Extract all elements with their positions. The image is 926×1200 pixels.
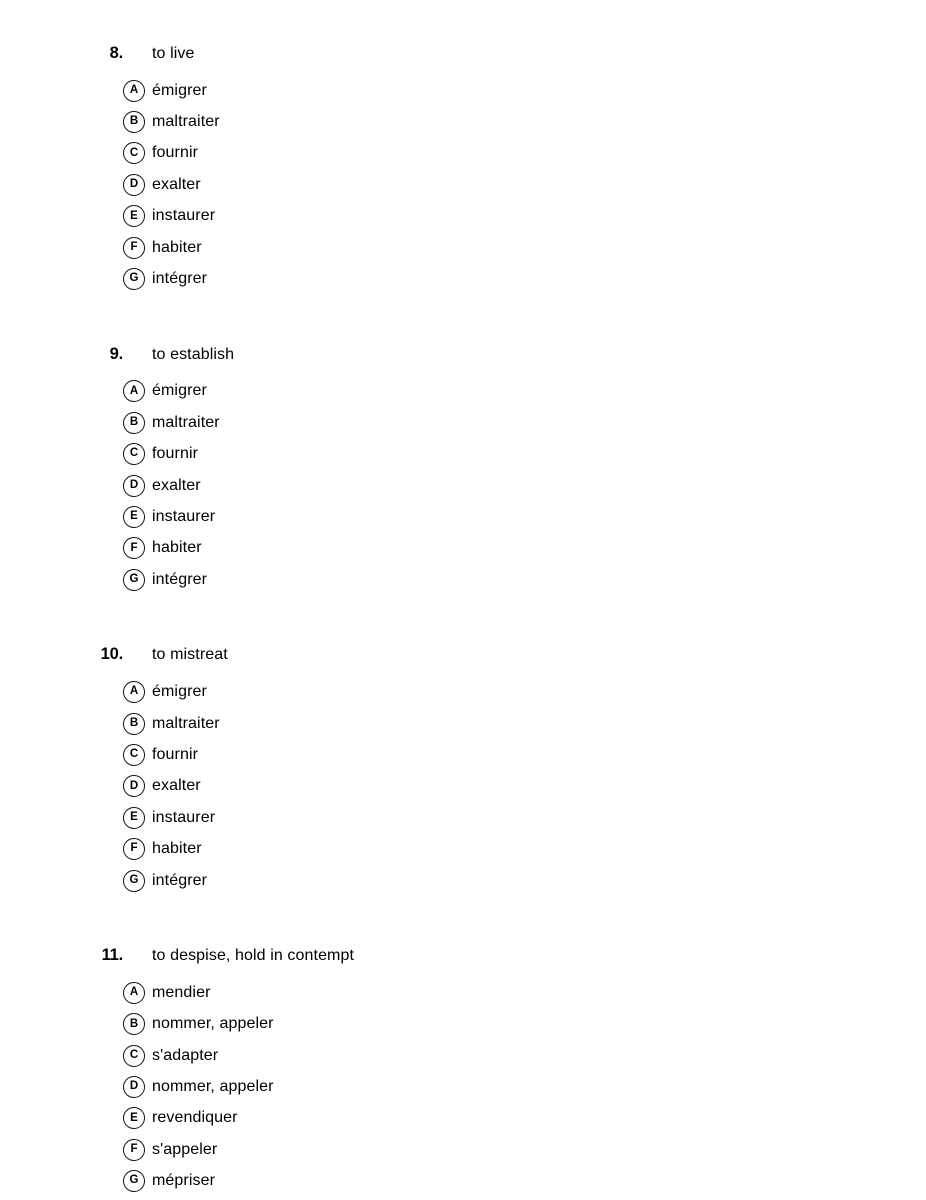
question-number: 9.: [109, 344, 123, 363]
option-label: intégrer: [152, 270, 208, 288]
answer-option[interactable]: [0, 106, 926, 137]
question-block: [0, 946, 926, 1197]
option-label: habiter: [152, 539, 202, 557]
answer-option[interactable]: [0, 1103, 926, 1134]
option-label: nommer, appeler: [152, 1015, 274, 1033]
question-number: 10.: [100, 645, 123, 664]
option-label: instaurer: [152, 808, 216, 826]
option-label: nommer, appeler: [152, 1078, 274, 1096]
option-label: fournir: [152, 445, 199, 463]
option-letter-circle-icon[interactable]: A: [123, 982, 145, 1004]
option-label: instaurer: [152, 507, 216, 525]
option-letter-circle-icon[interactable]: F: [123, 838, 145, 860]
answer-option[interactable]: [0, 439, 926, 470]
answer-option[interactable]: [0, 739, 926, 770]
option-label: mépriser: [152, 1172, 216, 1190]
option-label: habiter: [152, 840, 202, 858]
question-stem: [0, 946, 926, 971]
option-letter-circle-icon[interactable]: G: [123, 268, 145, 290]
option-letter-circle-icon[interactable]: D: [123, 1076, 145, 1098]
option-label: exalter: [152, 476, 201, 494]
option-label: maltraiter: [152, 113, 220, 131]
option-label: exalter: [152, 777, 201, 795]
option-label: émigrer: [152, 382, 207, 400]
option-letter-circle-icon[interactable]: E: [123, 205, 145, 227]
option-letter-circle-icon[interactable]: B: [123, 713, 145, 735]
option-label: maltraiter: [152, 413, 220, 431]
answer-option[interactable]: [0, 564, 926, 595]
option-letter-circle-icon[interactable]: D: [123, 775, 145, 797]
answer-option[interactable]: [0, 75, 926, 106]
answer-option[interactable]: [0, 802, 926, 833]
answer-option[interactable]: [0, 470, 926, 501]
answer-option[interactable]: [0, 771, 926, 802]
option-letter-circle-icon[interactable]: E: [123, 1107, 145, 1129]
answer-option[interactable]: [0, 232, 926, 263]
option-label: maltraiter: [152, 714, 220, 732]
option-label: mendier: [152, 983, 211, 1001]
answer-option[interactable]: [0, 407, 926, 438]
option-letter-circle-icon[interactable]: B: [123, 1013, 145, 1035]
question-block: [0, 345, 926, 596]
answer-option[interactable]: [0, 1166, 926, 1197]
option-letter-circle-icon[interactable]: A: [123, 681, 145, 703]
option-label: intégrer: [152, 871, 208, 889]
option-letter-circle-icon[interactable]: A: [123, 80, 145, 102]
option-letter-circle-icon[interactable]: C: [123, 744, 145, 766]
answer-option[interactable]: [0, 833, 926, 864]
answer-option[interactable]: [0, 676, 926, 707]
option-label: revendiquer: [152, 1109, 238, 1127]
answer-option[interactable]: [0, 138, 926, 169]
answer-option[interactable]: [0, 533, 926, 564]
answer-option[interactable]: [0, 1040, 926, 1071]
option-letter-circle-icon[interactable]: G: [123, 1170, 145, 1192]
option-label: fournir: [152, 745, 199, 763]
option-letter-circle-icon[interactable]: F: [123, 1139, 145, 1161]
question-prompt: to despise, hold in contempt: [152, 947, 355, 965]
option-label: fournir: [152, 144, 199, 162]
question-prompt: to mistreat: [152, 646, 228, 664]
question-stem: [0, 44, 926, 69]
answer-option[interactable]: [0, 263, 926, 294]
option-letter-circle-icon[interactable]: C: [123, 443, 145, 465]
question-stem: [0, 645, 926, 670]
answer-option[interactable]: [0, 1071, 926, 1102]
question-number: 11.: [101, 946, 123, 965]
option-letter-circle-icon[interactable]: F: [123, 237, 145, 259]
option-letter-circle-icon[interactable]: C: [123, 142, 145, 164]
answer-option[interactable]: [0, 376, 926, 407]
option-letter-circle-icon[interactable]: E: [123, 807, 145, 829]
option-letter-circle-icon[interactable]: A: [123, 380, 145, 402]
option-label: instaurer: [152, 207, 216, 225]
option-letter-circle-icon[interactable]: D: [123, 475, 145, 497]
answer-option[interactable]: [0, 1134, 926, 1165]
question-number: 8.: [109, 44, 123, 62]
option-label: émigrer: [152, 683, 207, 701]
question-block: [0, 44, 926, 295]
answer-option[interactable]: [0, 169, 926, 200]
answer-option[interactable]: [0, 1009, 926, 1040]
option-letter-circle-icon[interactable]: G: [123, 569, 145, 591]
option-letter-circle-icon[interactable]: E: [123, 506, 145, 528]
answer-option[interactable]: [0, 201, 926, 232]
option-letter-circle-icon[interactable]: D: [123, 174, 145, 196]
answer-option[interactable]: [0, 977, 926, 1008]
option-label: s'appeler: [152, 1140, 218, 1158]
option-label: exalter: [152, 175, 201, 193]
option-letter-circle-icon[interactable]: G: [123, 870, 145, 892]
question-prompt: to establish: [152, 345, 235, 363]
option-letter-circle-icon[interactable]: B: [123, 111, 145, 133]
question-block: [0, 645, 926, 896]
option-letter-circle-icon[interactable]: B: [123, 412, 145, 434]
option-letter-circle-icon[interactable]: C: [123, 1045, 145, 1067]
answer-option[interactable]: [0, 708, 926, 739]
option-label: émigrer: [152, 81, 207, 99]
question-stem: [0, 345, 926, 370]
question-prompt: to live: [152, 45, 195, 62]
option-letter-circle-icon[interactable]: F: [123, 537, 145, 559]
option-label: s'adapter: [152, 1046, 219, 1064]
option-label: habiter: [152, 238, 202, 256]
answer-option[interactable]: [0, 501, 926, 532]
option-label: intégrer: [152, 570, 208, 588]
answer-option[interactable]: [0, 865, 926, 896]
